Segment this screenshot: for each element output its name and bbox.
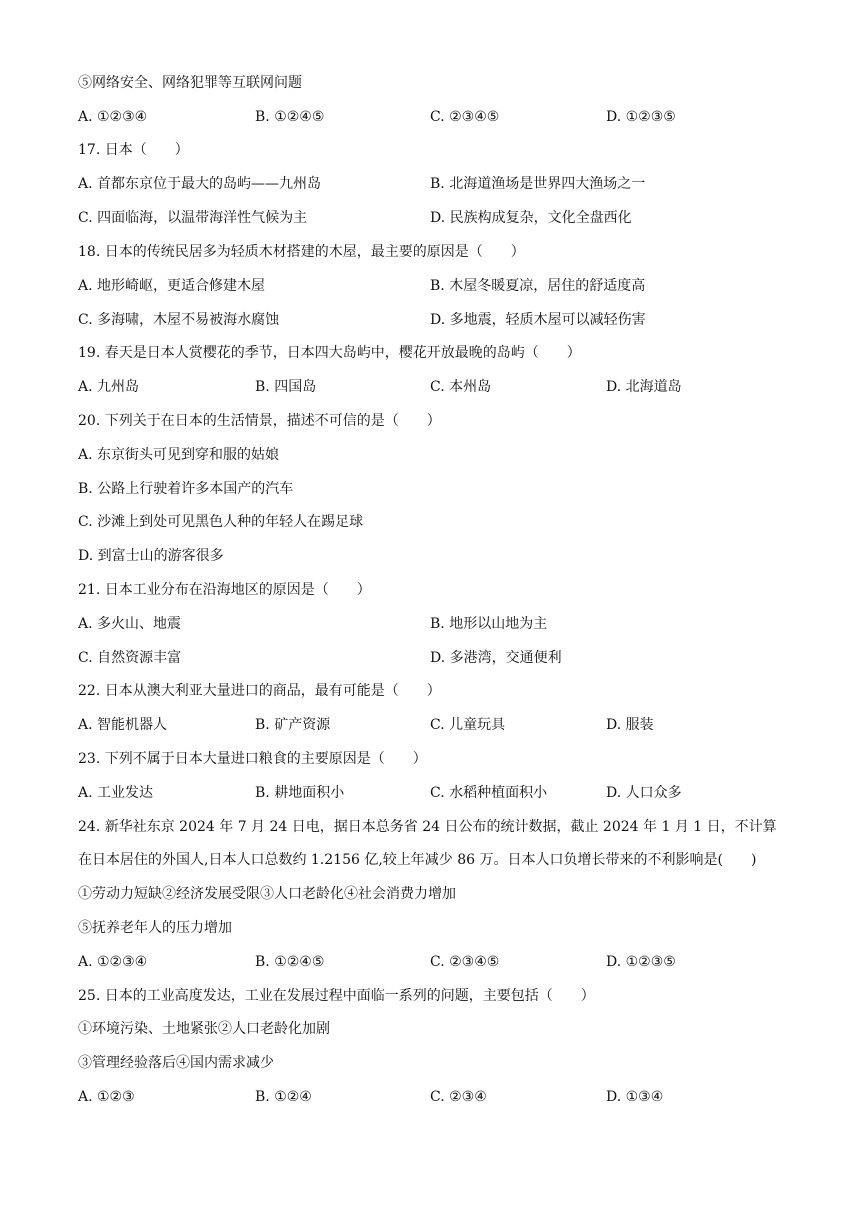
q21-option-c: C. 自然资源丰富 [78, 650, 182, 666]
q22-stem: 22. 日本从澳大利亚大量进口的商品，最有可能是（ ） [78, 683, 441, 699]
q23-stem: 23. 下列不属于日本大量进口粮食的主要原因是（ ） [78, 751, 427, 767]
q17-stem: 17. 日本（ ） [78, 142, 189, 158]
q18-stem: 18. 日本的传统民居多为轻质木材搭建的木屋，最主要的原因是（ ） [78, 244, 525, 260]
q22-option-a: A. 智能机器人 [78, 717, 168, 733]
q18-option-c: C. 多海啸，木屋不易被海水腐蚀 [78, 312, 280, 328]
q18-option-a: A. 地形崎岖，更适合修建木屋 [78, 278, 266, 294]
q20-stem: 20. 下列关于在日本的生活情景，描述不可信的是（ ） [78, 413, 441, 429]
q19-option-c: C. 本州岛 [430, 379, 492, 395]
q17-option-d: D. 民族构成复杂，文化全盘西化 [430, 210, 632, 226]
q21-option-b: B. 地形以山地为主 [430, 616, 548, 632]
q19-stem: 19. 春天是日本人赏樱花的季节，日本四大岛屿中，樱花开放最晚的岛屿（ ） [78, 345, 581, 361]
q25-stem: 25. 日本的工业高度发达，工业在发展过程中面临一系列的问题，主要包括（ ） [78, 988, 595, 1004]
q16-option-a: A. ①②③④ [78, 109, 148, 125]
q16-option-d: D. ①②③⑤ [606, 109, 676, 125]
q24-items-line1: ①劳动力短缺②经济发展受限③人口老龄化④社会消费力增加 [78, 886, 456, 902]
q20-option-a: A. 东京街头可见到穿和服的姑娘 [78, 447, 280, 463]
q22-option-d: D. 服装 [606, 717, 654, 733]
q24-items-line2: ⑤抚养老年人的压力增加 [78, 920, 232, 936]
q16-item-5: ⑤网络安全、网络犯罪等互联网问题 [78, 75, 302, 91]
q16-option-b: B. ①②④⑤ [255, 109, 325, 125]
q24-option-d: D. ①②③⑤ [606, 954, 676, 970]
q17-option-b: B. 北海道渔场是世界四大渔场之一 [430, 176, 646, 192]
q17-option-c: C. 四面临海，以温带海洋性气候为主 [78, 210, 308, 226]
q17-option-a: A. 首都东京位于最大的岛屿——九州岛 [78, 176, 322, 192]
q23-option-d: D. 人口众多 [606, 785, 682, 801]
q19-option-b: B. 四国岛 [255, 379, 317, 395]
q18-option-d: D. 多地震，轻质木屋可以减轻伤害 [430, 312, 646, 328]
q19-option-a: A. 九州岛 [78, 379, 140, 395]
q25-items-line2: ③管理经验落后④国内需求减少 [78, 1055, 274, 1071]
q24-stem-line1: 24. 新华社东京 2024 年 7 月 24 日电，据日本总务省 24 日公布的统计数据，截止 2024 年 1 月 1 日，不计算 [78, 819, 777, 835]
q20-option-b: B. 公路上行驶着许多本国产的汽车 [78, 481, 294, 497]
q23-option-b: B. 耕地面积小 [255, 785, 345, 801]
q25-items-line1: ①环境污染、土地紧张②人口老龄化加剧 [78, 1021, 330, 1037]
q25-option-c: C. ②③④ [430, 1089, 487, 1105]
q21-option-a: A. 多火山、地震 [78, 616, 182, 632]
q22-option-c: C. 儿童玩具 [430, 717, 506, 733]
q16-option-c: C. ②③④⑤ [430, 109, 500, 125]
q25-option-d: D. ①③④ [606, 1089, 664, 1105]
q25-option-b: B. ①②④ [255, 1089, 312, 1105]
q24-option-c: C. ②③④⑤ [430, 954, 500, 970]
q19-option-d: D. 北海道岛 [606, 379, 682, 395]
q20-option-c: C. 沙滩上到处可见黑色人种的年轻人在踢足球 [78, 514, 364, 530]
q24-option-b: B. ①②④⑤ [255, 954, 325, 970]
q22-option-b: B. 矿产资源 [255, 717, 331, 733]
q23-option-c: C. 水稻种植面积小 [430, 785, 548, 801]
q24-option-a: A. ①②③④ [78, 954, 148, 970]
q20-option-d: D. 到富士山的游客很多 [78, 548, 224, 564]
q18-option-b: B. 木屋冬暖夏凉，居住的舒适度高 [430, 278, 646, 294]
q24-stem-line2: 在日本居住的外国人,日本人口总数约 1.2156 亿,较上年减少 86 万。日本人口负增长带来的不利影响是( ) [78, 852, 757, 868]
q25-option-a: A. ①②③ [78, 1089, 135, 1105]
q23-option-a: A. 工业发达 [78, 785, 154, 801]
q21-stem: 21. 日本工业分布在沿海地区的原因是（ ） [78, 582, 371, 598]
q21-option-d: D. 多港湾，交通便利 [430, 650, 562, 666]
